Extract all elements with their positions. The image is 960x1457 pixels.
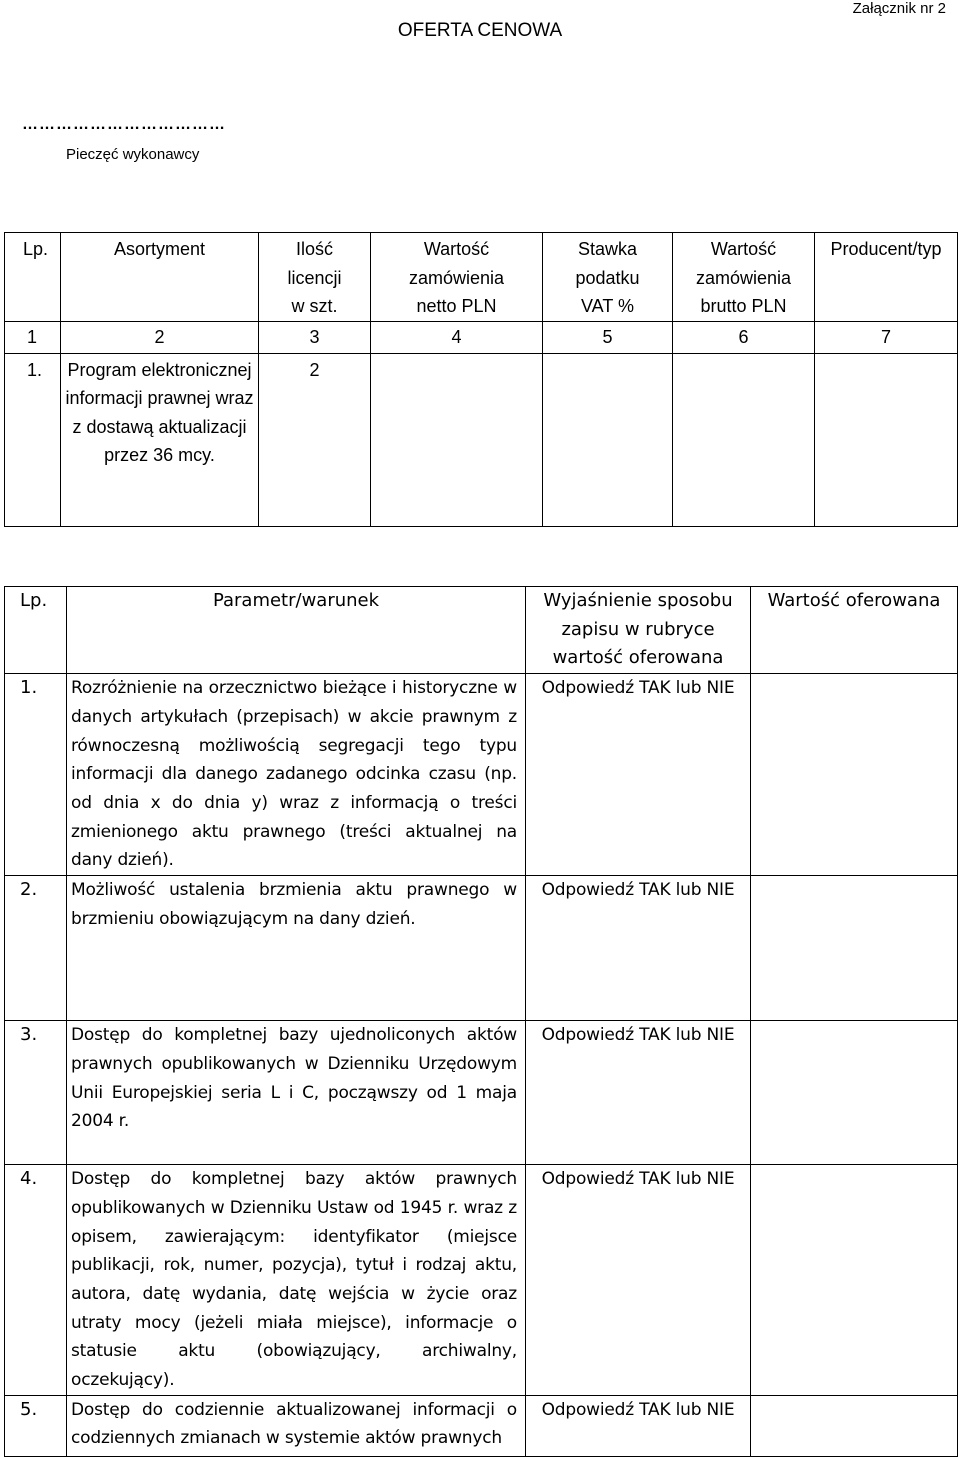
- parameters-table: [4, 586, 958, 1457]
- header-brutto: Wartość zamówienia brutto PLN: [673, 233, 815, 322]
- row-value-input-cell[interactable]: [751, 876, 958, 1021]
- price-table-header-row: [5, 233, 958, 322]
- row-explanation: Odpowiedź TAK lub NIE: [526, 674, 751, 876]
- row-parameter: Rozróżnienie na orzecznictwo bieżące i historyczne w danych artykułach (przepisach) w akcie prawnym z równoczesną możliwością segregacji tego typu informacji dla danego zadanego odcinka czasu (np. od dnia x do dnia y) wraz z informacją o treści zmienionego aktu prawnego (treści aktualnej na dany dzień).: [67, 674, 526, 876]
- row-lp: 4.: [5, 1165, 67, 1396]
- parameters-header-row: [5, 587, 958, 674]
- row-explanation: Odpowiedź TAK lub NIE: [526, 1021, 751, 1165]
- column-number: 1: [5, 321, 61, 353]
- row-lp: 1.: [5, 674, 67, 876]
- row-lp: 5.: [5, 1395, 67, 1456]
- column-number: 4: [371, 321, 543, 353]
- contractor-signature-line: ………………………………: [22, 116, 226, 133]
- row-parameter: Dostęp do kompletnej bazy ujednoliconych aktów prawnych opublikowanych w Dzienniku Urzędowym Unii Europejskiej seria L i C, począwszy od 1 maja 2004 r.: [67, 1021, 526, 1165]
- column-number: 3: [259, 321, 371, 353]
- page-title: OFERTA CENOWA: [397, 20, 563, 41]
- row-parameter: Możliwość ustalenia brzmienia aktu prawnego w brzmieniu obowiązującym na dany dzień.: [67, 876, 526, 1021]
- annex-label: Załącznik nr 2: [852, 0, 946, 17]
- row-netto-input-cell[interactable]: [371, 353, 543, 526]
- price-offer-table: [4, 232, 958, 527]
- row-producent-input-cell[interactable]: [815, 353, 958, 526]
- column-number: 6: [673, 321, 815, 353]
- header-producent: Producent/typ: [815, 233, 958, 322]
- header-netto: Wartość zamówienia netto PLN: [371, 233, 543, 322]
- contractor-stamp-label: Pieczęć wykonawcy: [66, 146, 200, 163]
- table-row: [5, 1021, 958, 1165]
- table-row: [5, 1165, 958, 1396]
- row-asortyment: Program elektronicznej informacji prawnej wraz z dostawą aktualizacji przez 36 mcy.: [61, 353, 259, 526]
- row-vat-input-cell[interactable]: [543, 353, 673, 526]
- row-lp: 3.: [5, 1021, 67, 1165]
- row-value-input-cell[interactable]: [751, 1021, 958, 1165]
- row-value-input-cell[interactable]: [751, 674, 958, 876]
- row-parameter: Dostęp do kompletnej bazy aktów prawnych opublikowanych w Dzienniku Ustaw od 1945 r. wraz z opisem, zawierającym: identyfikator (miejsce publikacji, rok, numer, pozycja), tytuł i rodzaj aktu, autora, datę wydania, datę wejścia w życie oraz utraty mocy (jeżeli miała miejsce), informacje o statusie aktu (obowiązujący, archiwalny, oczekujący).: [67, 1165, 526, 1396]
- row-brutto-input-cell[interactable]: [673, 353, 815, 526]
- row-parameter: Dostęp do codziennie aktualizowanej informacji o codziennych zmianach w systemie aktów prawnych: [67, 1395, 526, 1456]
- row-value-input-cell[interactable]: [751, 1395, 958, 1456]
- column-number: 2: [61, 321, 259, 353]
- header-vat: Stawka podatku VAT %: [543, 233, 673, 322]
- row-lp: 2.: [5, 876, 67, 1021]
- column-number: 5: [543, 321, 673, 353]
- row-explanation: Odpowiedź TAK lub NIE: [526, 1395, 751, 1456]
- table-row: [5, 1395, 958, 1456]
- row-lp: 1.: [5, 353, 61, 526]
- row-explanation: Odpowiedź TAK lub NIE: [526, 1165, 751, 1396]
- header-lp: Lp.: [5, 233, 61, 322]
- row-ilosc: 2: [259, 353, 371, 526]
- column-number-row: [5, 321, 958, 353]
- table-row: [5, 674, 958, 876]
- column-number: 7: [815, 321, 958, 353]
- row-explanation: Odpowiedź TAK lub NIE: [526, 876, 751, 1021]
- header-parametr: Parametr/warunek: [67, 587, 526, 674]
- table-row: [5, 876, 958, 1021]
- header-lp: Lp.: [5, 587, 67, 674]
- header-wartosc-oferowana: Wartość oferowana: [751, 587, 958, 674]
- row-value-input-cell[interactable]: [751, 1165, 958, 1396]
- header-wyjasnienie: Wyjaśnienie sposobu zapisu w rubryce wartość oferowana: [526, 587, 751, 674]
- header-ilosc: Ilość licencji w szt.: [259, 233, 371, 322]
- header-asortyment: Asortyment: [61, 233, 259, 322]
- table-row: [5, 353, 958, 526]
